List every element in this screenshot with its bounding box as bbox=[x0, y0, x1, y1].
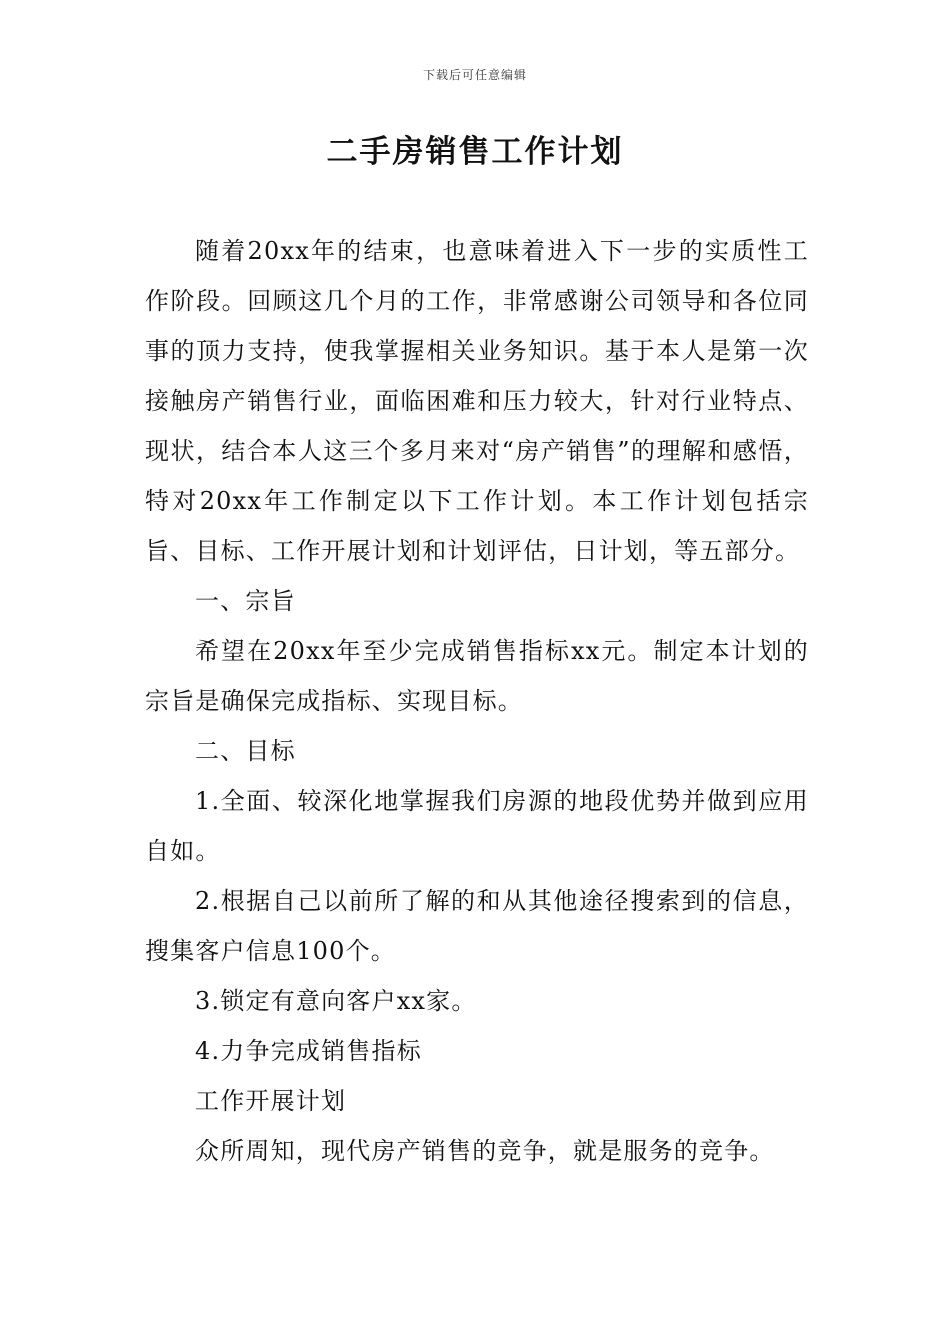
goal-item-4: 4.力争完成销售指标 bbox=[195, 1037, 422, 1065]
purpose-paragraph: 希望在20xx年至少完成销售指标xx元。制定本计划的宗旨是确保完成指标、实现目标。 bbox=[145, 637, 809, 715]
intro-paragraph: 随着20xx年的结束，也意味着进入下一步的实质性工作阶段。回顾这几个月的工作，非常感谢公司领导和各位同事的顶力支持，使我掌握相关业务知识。基于本人是第一次接触房产销售行业，面临困难和压力较大，针对行业特点、现状，结合本人这三个多月来对“房产销售”的理解和感悟，特对20xx年工作制定以下工作计划。本工作计划包括宗旨、目标、工作开展计划和计划评估，日计划，等五部分。 bbox=[145, 237, 809, 565]
document-body bbox=[145, 226, 809, 1176]
header-note: 下载后可任意编辑 bbox=[422, 68, 527, 82]
goal-item-2: 2.根据自己以前所了解的和从其他途径搜索到的信息，搜集客户信息100个。 bbox=[145, 887, 809, 965]
document-title: 二手房销售工作计划 bbox=[326, 134, 624, 170]
work-plan-paragraph: 众所周知，现代房产销售的竞争，就是服务的竞争。 bbox=[195, 1137, 775, 1165]
goal-item-3: 3.锁定有意向客户xx家。 bbox=[195, 987, 477, 1015]
section-heading-purpose: 一、宗旨 bbox=[195, 587, 296, 615]
section-heading-goals: 二、目标 bbox=[195, 737, 296, 765]
goal-item-1: 1.全面、较深化地掌握我们房源的地段优势并做到应用自如。 bbox=[145, 787, 809, 865]
section-heading-work-plan: 工作开展计划 bbox=[195, 1087, 347, 1115]
